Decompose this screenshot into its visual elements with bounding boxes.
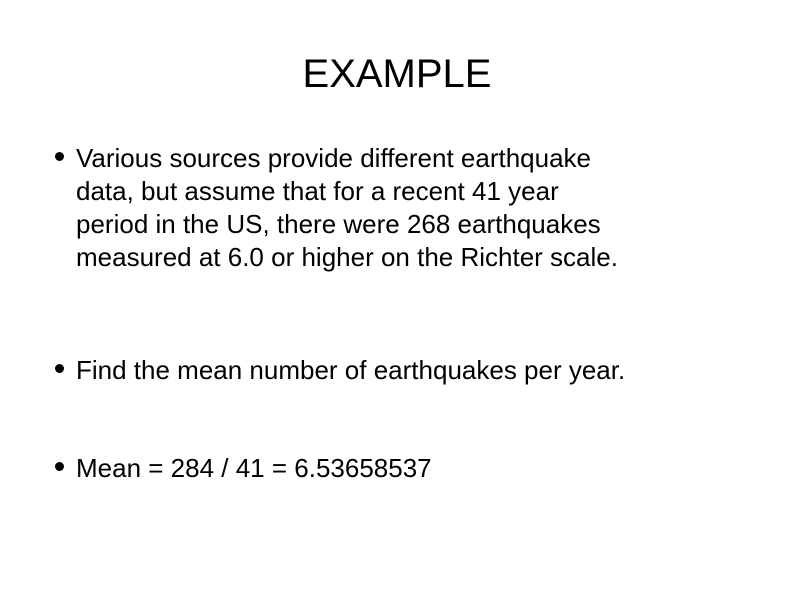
bullet-text: Find the mean number of earthquakes per year.	[76, 355, 626, 385]
slide-title: EXAMPLE	[302, 52, 492, 96]
bullet-text: Mean = 284 / 41 = 6.53658537	[76, 453, 432, 483]
bullet-text: Various sources provide different earthquake data, but assume that for a recent 41 year period in the US, there were 268 earthquakes measured at 6.0 or higher on the Richter scale.	[76, 143, 618, 272]
bullet-item	[55, 452, 755, 485]
bullet-dot-icon	[55, 462, 64, 471]
bullet-dot-icon	[55, 364, 64, 373]
bullet-dot-icon	[55, 152, 64, 161]
bullet-item	[55, 142, 755, 274]
bullet-item	[55, 354, 755, 387]
